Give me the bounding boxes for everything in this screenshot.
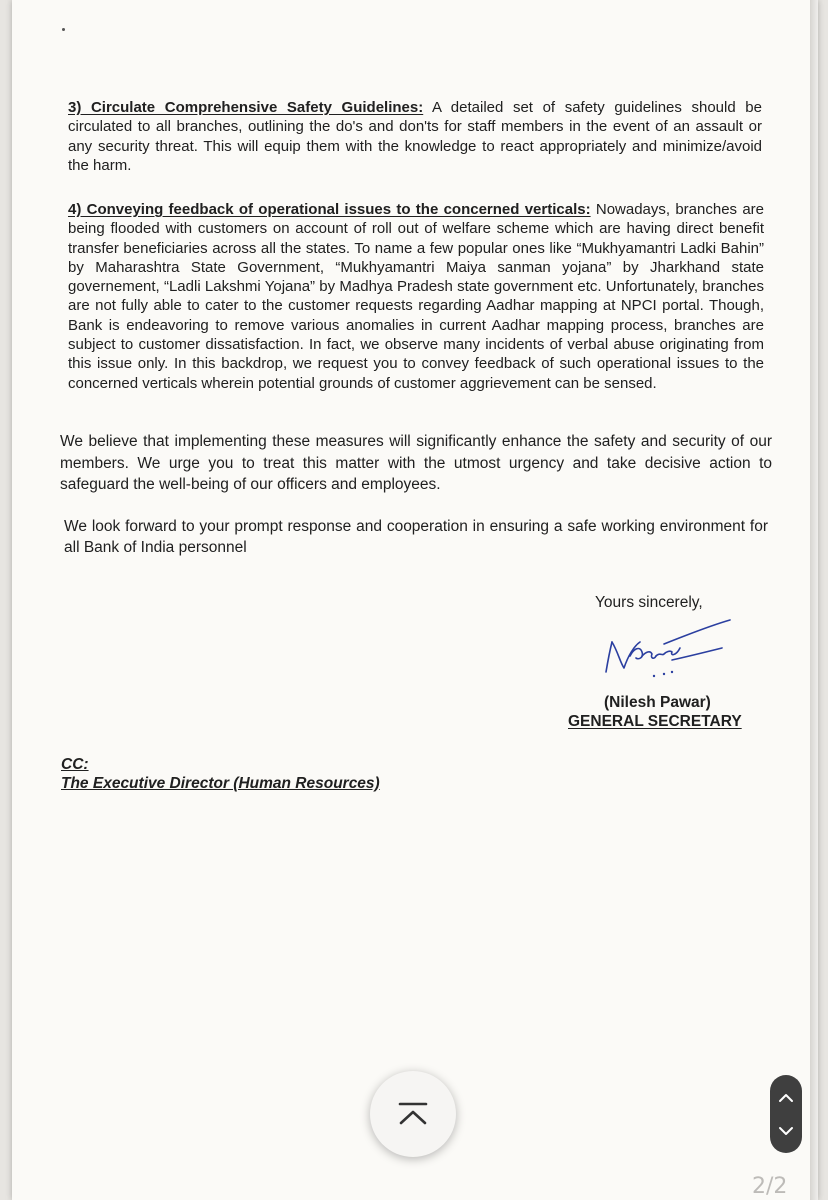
paragraph-heading: 4) Conveying feedback of operational issues to the concerned verticals: [68, 201, 591, 218]
paragraph-look-forward: We look forward to your prompt response and cooperation in ensuring a safe working environment for all Bank of India personnel [64, 518, 768, 556]
scan-speck [62, 28, 65, 31]
chevron-down-icon [778, 1125, 794, 1137]
page-navigation [770, 1075, 802, 1153]
paragraph-body: Nowadays, branches are being flooded with customers on account of roll out of welfare scheme which are having direct benefit transfer beneficiaries across all the states. To name a few popular ones like “Mukhyamantri Ladki Bahin” by Maharashtra State Government, “Mukhyamantri Maiya sanman yojana” by Jharkhand state governement, “Ladli Lakshmi Yojana” by Madhya Pradesh state government etc. Unfortunately, branches are not fully able to cater to the customer requests regarding Aadhar mapping at NPCI portal. Though, Bank is endeavoring to remove various anomalies in current Aadhar mapping process, branches are subject to customer dissatisfaction. In fact, we observe many incidents of verbal abuse originating from this issue only. In this backdrop, we request you to convey feedback of such operational issues to the concerned verticals wherein potential grounds of customer aggrievement can be sensed. [68, 201, 764, 392]
previous-page-button[interactable] [774, 1086, 798, 1110]
next-page-button[interactable] [774, 1119, 798, 1143]
cc-recipient: The Executive Director (Human Resources) [61, 775, 380, 792]
signature-image [594, 612, 734, 684]
chevron-up-icon [778, 1092, 794, 1104]
page-edge [810, 0, 818, 1200]
letter-page [12, 0, 818, 1200]
page-indicator: 2/2 [752, 1174, 788, 1199]
paragraph-body: A detailed set of safety guidelines should be circulated to all branches, outlining the do's and don'ts for staff members in the event of an assault or any security threat. This will equip them with the knowledge to react appropriately and minimize/avoid the harm. [68, 99, 762, 174]
closing-salutation: Yours sincerely, [595, 594, 703, 611]
scroll-to-top-button[interactable] [370, 1071, 456, 1157]
paragraph-heading: 3) Circulate Comprehensive Safety Guidelines: [68, 99, 424, 116]
chevron-double-up-icon [396, 1101, 430, 1127]
signer-name: (Nilesh Pawar) [604, 694, 711, 711]
signer-title: GENERAL SECRETARY [568, 713, 742, 730]
paragraph-safety-guidelines [68, 98, 762, 175]
cc-label: CC: [61, 756, 89, 773]
paragraph-operational-feedback [68, 200, 764, 393]
paragraph-believe: We believe that implementing these measures will significantly enhance the safety and security of our members. We urge you to treat this matter with the utmost urgency and take decisive action to safeguard the well-being of our officers and employees. [60, 433, 772, 493]
